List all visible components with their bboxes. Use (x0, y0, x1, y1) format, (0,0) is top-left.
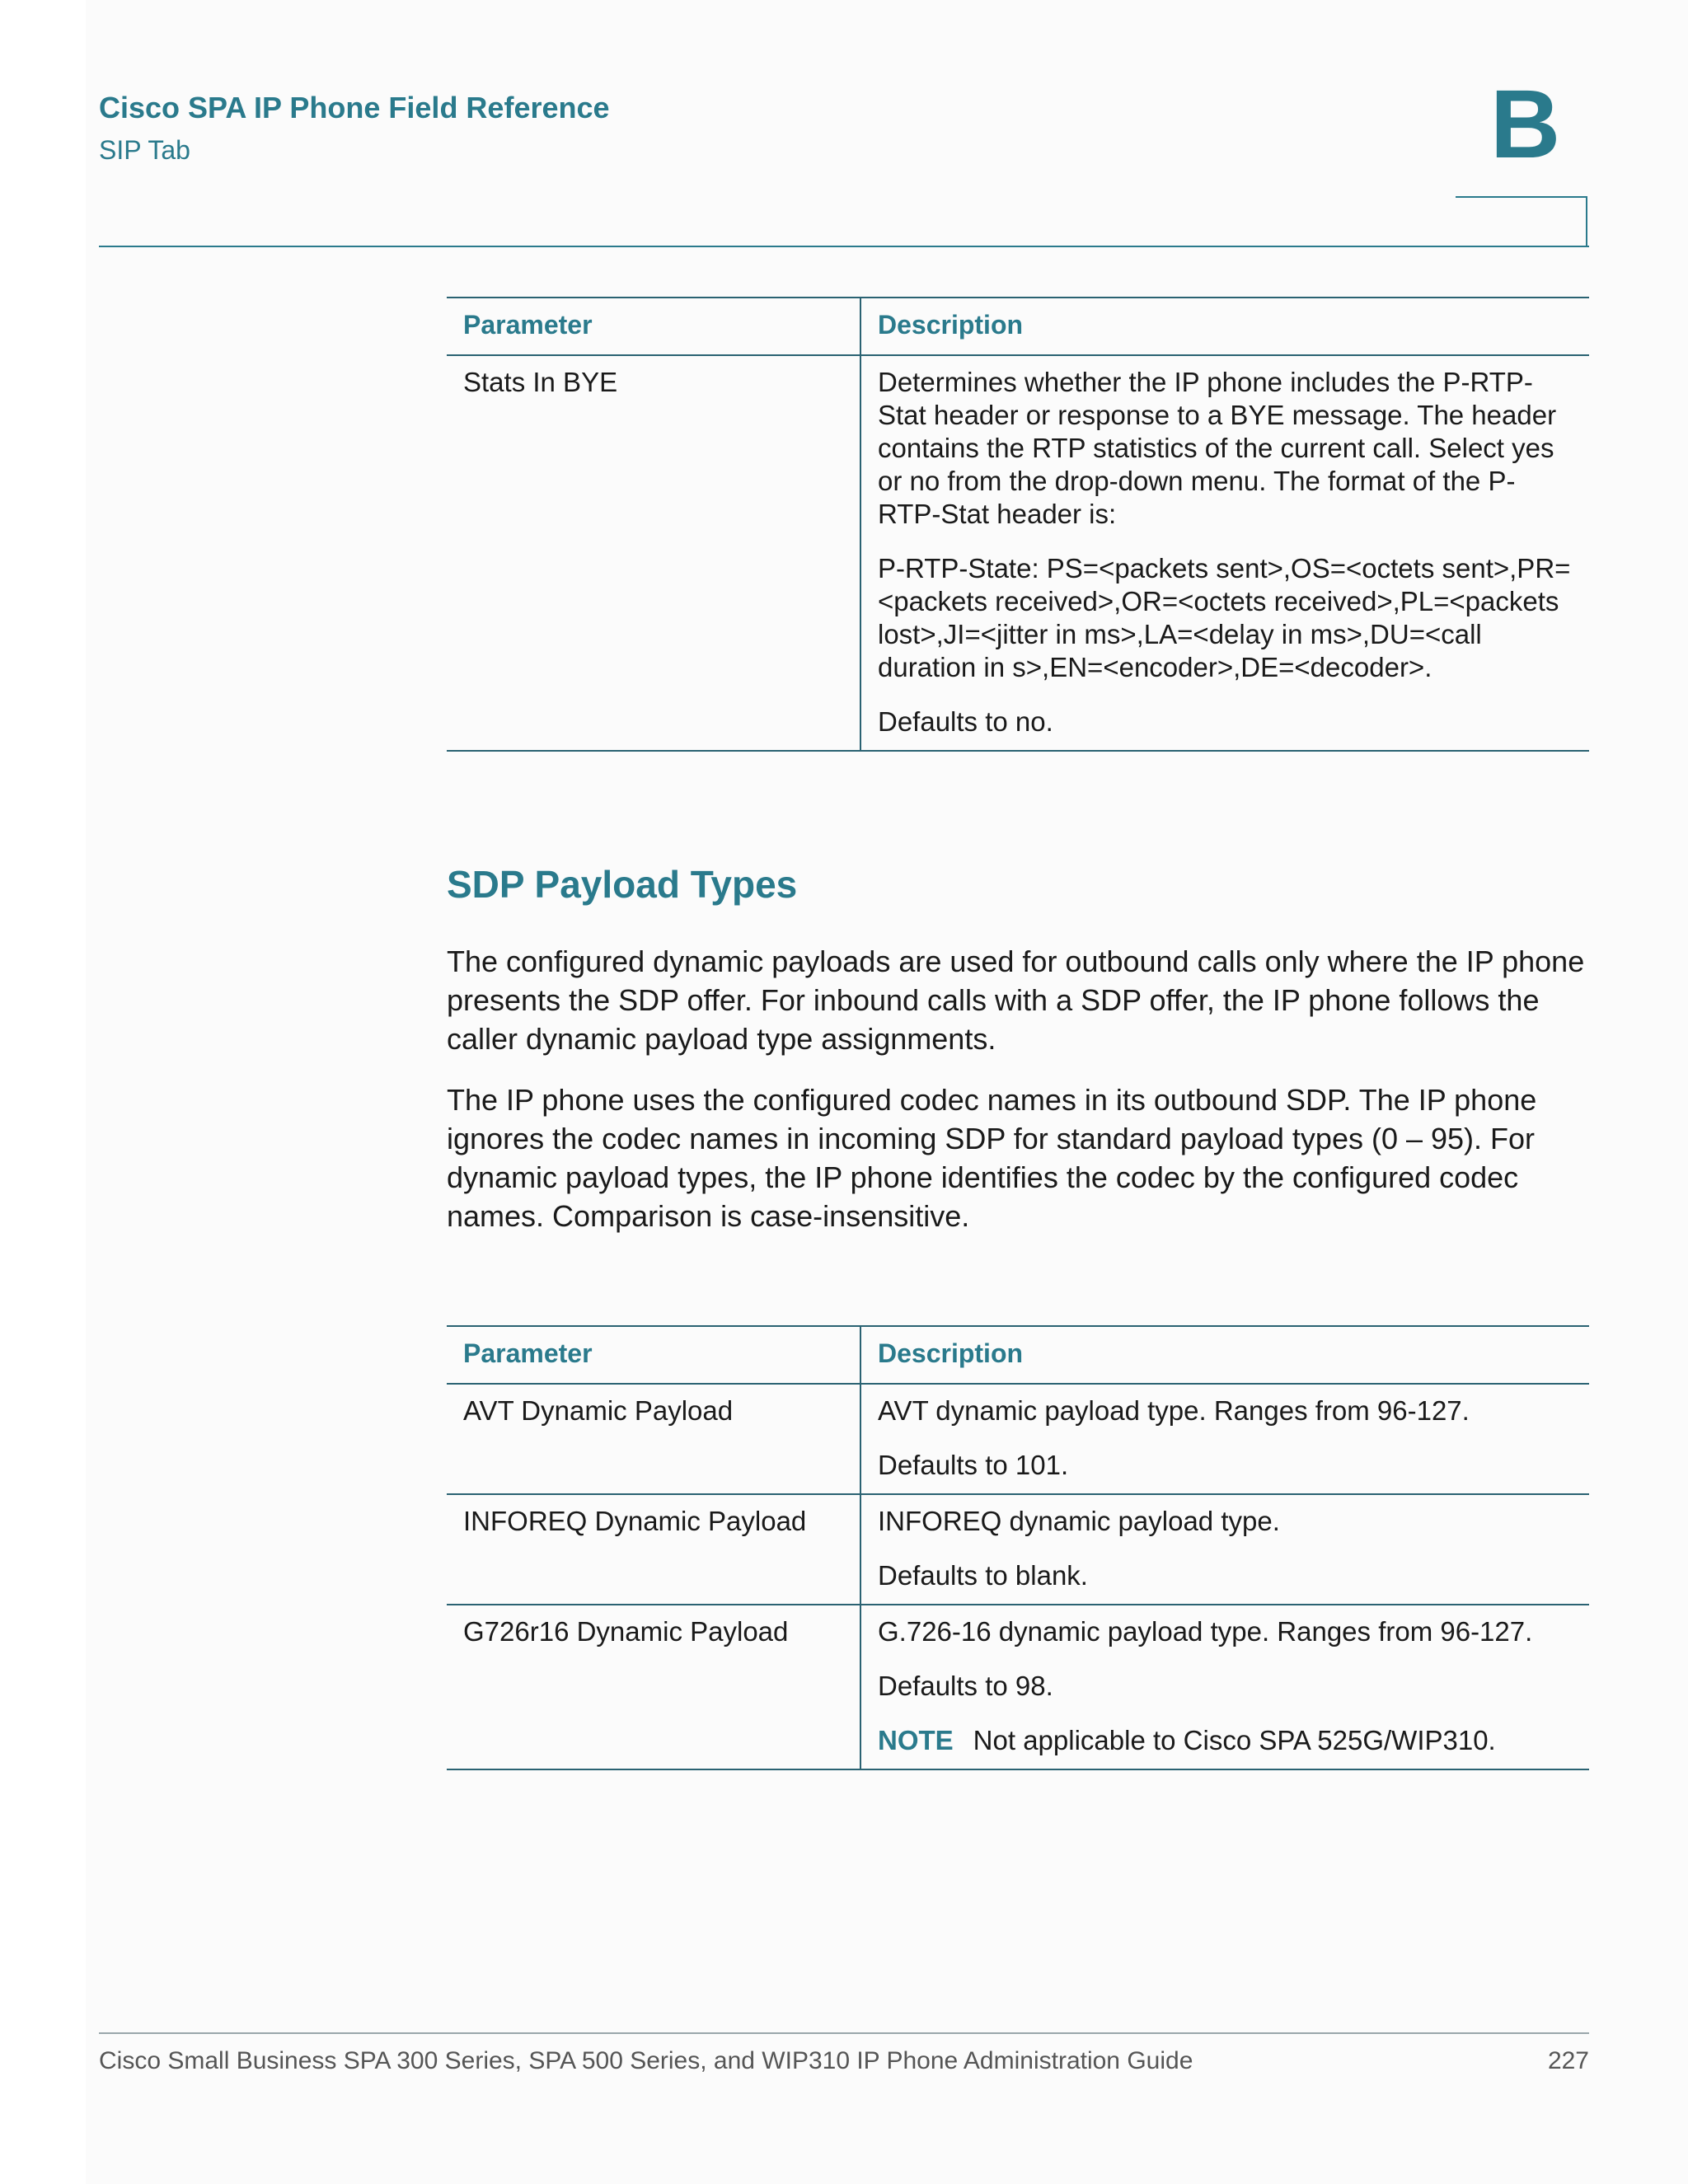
description-text: Defaults to no. (878, 706, 1053, 737)
column-header-parameter: Parameter (447, 298, 860, 355)
table-header-row (447, 1326, 1589, 1384)
description-text: P-RTP-State: PS=<packets sent>,OS=<octets sent>,PR=<packets received>,OR=<octets received>,PL=<packets lost>,JI=<jitter in ms>,LA=<delay in ms>,DU=<call duration in s>,EN=<encoder>,DE=<decoder>. (878, 553, 1571, 682)
stats-in-bye-table (447, 297, 1589, 752)
note (878, 1724, 1574, 1757)
column-header-parameter: Parameter (447, 1326, 860, 1384)
column-header-description: Description (860, 1326, 1589, 1384)
description-cell (860, 1605, 1589, 1769)
header-divider (99, 246, 1589, 247)
description-text: G.726-16 dynamic payload type. Ranges from 96-127. (878, 1616, 1533, 1647)
table-row (447, 1605, 1589, 1769)
column-header-description: Description (860, 298, 1589, 355)
table-row (447, 1494, 1589, 1605)
section-heading: SDP Payload Types (447, 863, 798, 906)
appendix-letter: B (1490, 70, 1561, 179)
note-text: Not applicable to Cisco SPA 525G/WIP310. (973, 1725, 1496, 1755)
sdp-payload-types-table (447, 1325, 1589, 1770)
body-paragraph: The IP phone uses the configured codec names in its outbound SDP. The IP phone ignores the codec names in incoming SDP for standard payload types (0 – 95). For dynamic payload types, the IP phone identifies the codec by the configured codec names. Comparison is case-insensitive. (447, 1083, 1537, 1233)
description-text: Defaults to 98. (878, 1671, 1053, 1701)
footer-guide-title: Cisco Small Business SPA 300 Series, SPA 500 Series, and WIP310 IP Phone Administration Guide (99, 2047, 1193, 2074)
description-text: Determines whether the IP phone includes the P-RTP-Stat header or response to a BYE message. The header contains the RTP statistics of the current call. Select yes or no from the drop-down menu. The format of the P-RTP-Stat header is: (878, 367, 1557, 529)
table-header-row (447, 298, 1589, 355)
description-cell (860, 1494, 1589, 1605)
body-paragraph: The configured dynamic payloads are used for outbound calls only where the IP phone presents the SDP offer. For inbound calls with a SDP offer, the IP phone follows the caller dynamic payload type assignments. (447, 944, 1585, 1056)
note-label: NOTE (878, 1725, 954, 1755)
parameter-cell: INFOREQ Dynamic Payload (447, 1494, 860, 1605)
table-row (447, 1384, 1589, 1494)
description-text: Defaults to blank. (878, 1560, 1088, 1591)
description-text: INFOREQ dynamic payload type. (878, 1506, 1280, 1536)
page-number: 227 (1547, 2047, 1589, 2074)
appendix-tab-marker (1456, 196, 1587, 246)
description-text: Defaults to 101. (878, 1450, 1069, 1480)
description-cell (860, 1384, 1589, 1494)
description-cell (860, 355, 1589, 751)
parameter-cell: AVT Dynamic Payload (447, 1384, 860, 1494)
parameter-cell: Stats In BYE (447, 355, 860, 751)
table-row (447, 355, 1589, 751)
parameter-cell: G726r16 Dynamic Payload (447, 1605, 860, 1769)
page-header-subtitle: SIP Tab (99, 135, 190, 165)
page-header-title: Cisco SPA IP Phone Field Reference (99, 91, 610, 124)
description-text: AVT dynamic payload type. Ranges from 96-127. (878, 1395, 1470, 1426)
footer-divider (99, 2032, 1589, 2034)
